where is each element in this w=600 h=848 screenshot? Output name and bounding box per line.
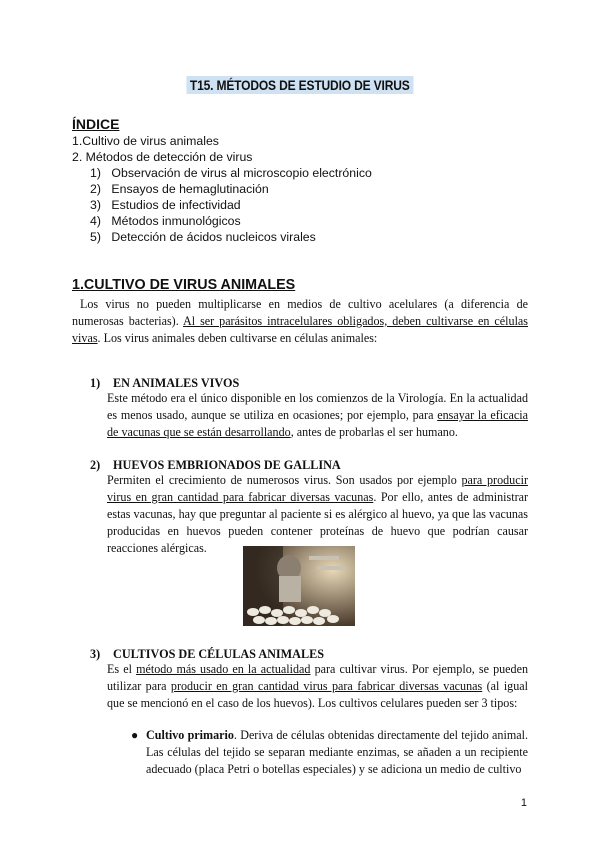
subsection-body: Es el método más usado en la actualidad para cultivar virus. Por ejemplo, se pueden utilizar para producir en gran cantidad virus para fabricar diversas vacunas (al igual que se mencionó en el caso de los huevos). Los cultivos celulares pueden ser 3 tipos: bbox=[107, 662, 529, 710]
section-heading: 1.CULTIVO DE VIRUS ANIMALES bbox=[72, 277, 296, 293]
bullet-icon: ● bbox=[131, 728, 139, 742]
toc-subitem: 3) Estudios de infectividad bbox=[90, 198, 241, 212]
toc-item: 2. Métodos de detección de virus bbox=[72, 150, 253, 164]
index-heading: ÍNDICE bbox=[72, 116, 120, 132]
toc-subitem: 1) Observación de virus al microscopio electrónico bbox=[90, 166, 372, 180]
subsection-heading: 3) CULTIVOS DE CÉLULAS ANIMALES bbox=[90, 647, 324, 661]
lab-photo-illustration bbox=[243, 546, 355, 626]
page-title: T15. MÉTODOS DE ESTUDIO DE VIRUS bbox=[187, 76, 414, 94]
bullet-item: Cultivo primario. Deriva de células obtenidas directamente del tejido animal. Las células del tejido se separan mediante enzimas, se añaden a un recipiente adecuado (placa Petri o botellas especiales) y se adiciona un medio de cultivo bbox=[146, 728, 528, 776]
toc-subitem: 4) Métodos inmunológicos bbox=[90, 214, 241, 228]
table-of-contents bbox=[72, 133, 372, 245]
subsection-heading: 1) EN ANIMALES VIVOS bbox=[90, 376, 240, 390]
subsection-body: Este método era el único disponible en los comienzos de la Virología. En la actualidad es menos usado, aunque se utiliza en ocasiones; por ejemplo, para ensayar la eficacia de vacunas que se están desarrollando, antes de probarlas el ser humano. bbox=[107, 391, 528, 439]
toc-item: 1.Cultivo de virus animales bbox=[72, 134, 219, 148]
section-intro: Los virus no pueden multiplicarse en medios de cultivo acelulares (a diferencia de numerosas bacterias). Al ser parásitos intracelulares obligados, deben cultivarse en células vivas. Los virus animales deben cultivarse en células animales: bbox=[72, 297, 529, 345]
toc-subitem: 5) Detección de ácidos nucleicos virales bbox=[90, 230, 316, 244]
lab-photo bbox=[243, 546, 355, 626]
page-number: 1 bbox=[520, 797, 527, 809]
subsection-heading: 2) HUEVOS EMBRIONADOS DE GALLINA bbox=[90, 458, 341, 472]
subsection-body: Permiten el crecimiento de numerosos virus. Son usados por ejemplo para producir virus en gran cantidad para fabricar diversas vacunas. Por ello, antes de administrar estas vacunas, hay que preguntar al paciente si es alérgico al huevo, ya que las vacunas producidas en huevos pueden contener proteínas de huevo que podrían causar reacciones alérgicas. bbox=[107, 473, 528, 555]
title-container bbox=[0, 76, 600, 95]
toc-subitem: 2) Ensayos de hemaglutinación bbox=[90, 182, 269, 196]
